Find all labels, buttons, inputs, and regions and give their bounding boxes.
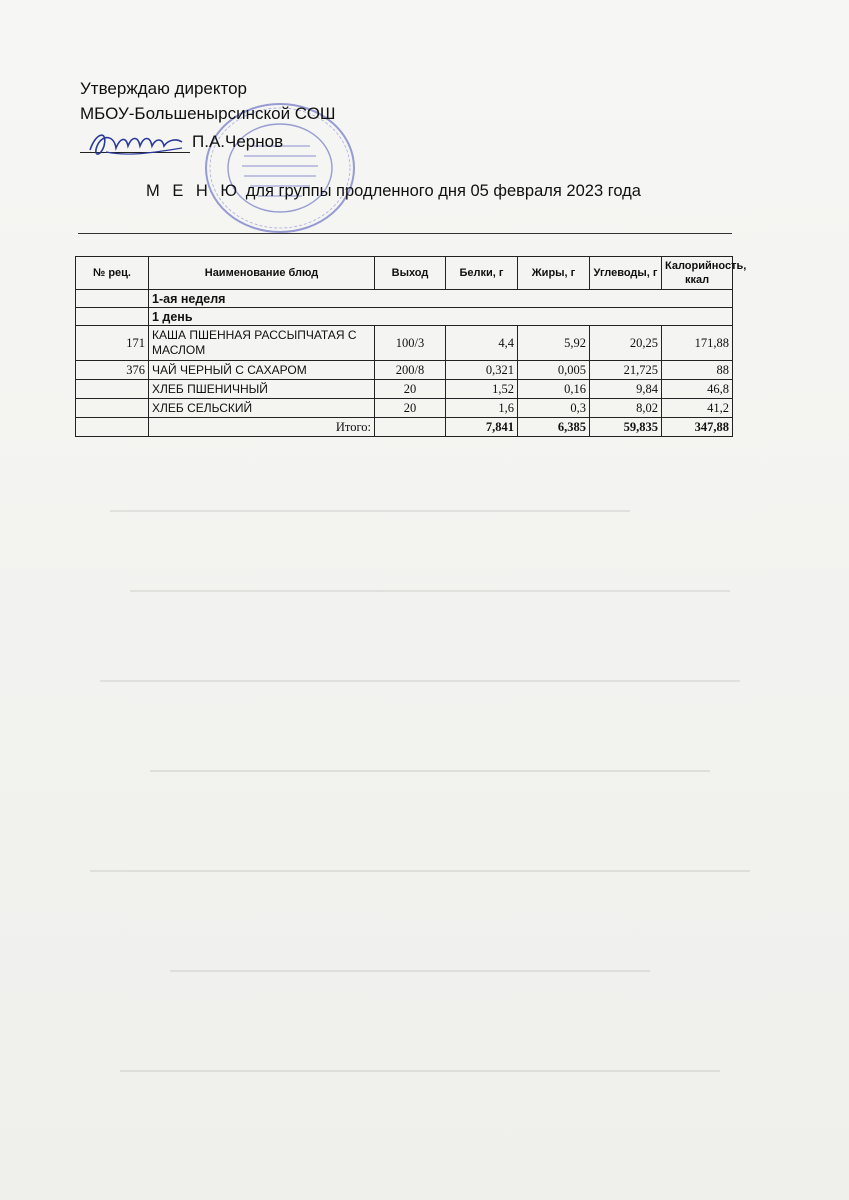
- cell-fat: 0,005: [518, 361, 590, 380]
- cell-recipe: [76, 380, 149, 399]
- handwritten-signature: [86, 126, 196, 162]
- reverse-side-bleed-through: [70, 470, 790, 1150]
- cell-carbs: 21,725: [590, 361, 662, 380]
- cell-portion: 200/8: [375, 361, 446, 380]
- total-row: [76, 418, 733, 437]
- cell-fat: 0,3: [518, 399, 590, 418]
- cell-carbs: 9,84: [590, 380, 662, 399]
- col-header-protein: Белки, г: [446, 257, 518, 290]
- cell-dish-name: ХЛЕБ СЕЛЬСКИЙ: [149, 399, 375, 418]
- table-row: [76, 361, 733, 380]
- menu-title-rest: для группы продленного дня 05 февраля 2023 года: [245, 182, 641, 200]
- menu-title: [146, 182, 641, 201]
- cell-calories: 88: [662, 361, 733, 380]
- signature-row: [80, 130, 340, 164]
- cell-calories: 171,88: [662, 326, 733, 361]
- col-header-calories: Калорийность, ккал: [662, 257, 733, 290]
- total-carbs: 59,835: [590, 418, 662, 437]
- col-header-fat: Жиры, г: [518, 257, 590, 290]
- total-fat: 6,385: [518, 418, 590, 437]
- approval-block: [80, 76, 336, 126]
- approval-line-2: МБОУ-Большенырсинской СОШ: [80, 104, 336, 123]
- cell-dish-name: ЧАЙ ЧЕРНЫЙ С САХАРОМ: [149, 361, 375, 380]
- total-protein: 7,841: [446, 418, 518, 437]
- table-header-row: [76, 257, 733, 290]
- cell-carbs: 20,25: [590, 326, 662, 361]
- table-row: [76, 380, 733, 399]
- menu-table: [75, 256, 747, 437]
- cell-portion: 20: [375, 399, 446, 418]
- col-header-portion: Выход: [375, 257, 446, 290]
- total-calories: 347,88: [662, 418, 733, 437]
- week-label: 1-ая неделя: [149, 290, 733, 308]
- col-header-recipe: № рец.: [76, 257, 149, 290]
- table-row: [76, 326, 733, 361]
- cell-recipe: 376: [76, 361, 149, 380]
- cell-protein: 0,321: [446, 361, 518, 380]
- col-header-carbs: Углеводы, г: [590, 257, 662, 290]
- col-header-name: Наименование блюд: [149, 257, 375, 290]
- cell-calories: 41,2: [662, 399, 733, 418]
- cell-fat: 5,92: [518, 326, 590, 361]
- cell-calories: 46,8: [662, 380, 733, 399]
- cell-portion: 20: [375, 380, 446, 399]
- cell-recipe: [76, 399, 149, 418]
- cell-fat: 0,16: [518, 380, 590, 399]
- cell-dish-name: КАША ПШЕННАЯ РАССЫПЧАТАЯ С МАСЛОМ: [149, 326, 375, 361]
- day-row: [76, 308, 733, 326]
- total-label: Итого:: [149, 418, 375, 437]
- signer-name: П.А.Чернов: [192, 132, 284, 151]
- menu-title-word: М Е Н Ю: [146, 182, 242, 200]
- cell-dish-name: ХЛЕБ ПШЕНИЧНЫЙ: [149, 380, 375, 399]
- cell-carbs: 8,02: [590, 399, 662, 418]
- cell-protein: 1,6: [446, 399, 518, 418]
- approval-line-1: Утверждаю директор: [80, 79, 248, 98]
- cell-recipe: 171: [76, 326, 149, 361]
- table-row: [76, 399, 733, 418]
- cell-portion: 100/3: [375, 326, 446, 361]
- title-divider: [78, 233, 732, 234]
- cell-protein: 4,4: [446, 326, 518, 361]
- week-row: [76, 290, 733, 308]
- cell-protein: 1,52: [446, 380, 518, 399]
- day-label: 1 день: [149, 308, 733, 326]
